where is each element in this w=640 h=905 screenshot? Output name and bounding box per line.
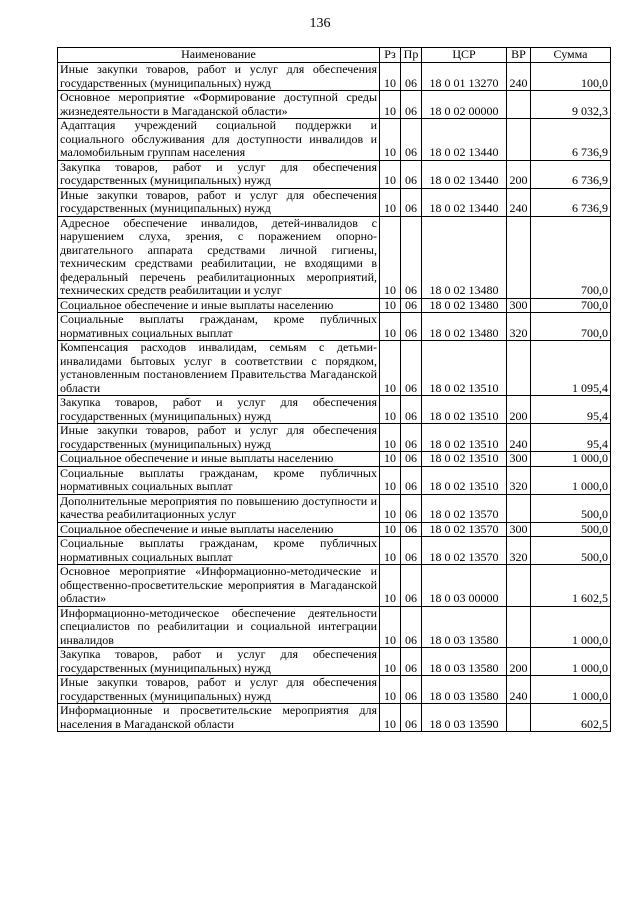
cell-pr: 06 [401, 452, 422, 467]
cell-pr: 06 [401, 119, 422, 161]
table-row [58, 606, 611, 648]
table-row [58, 313, 611, 341]
cell-csr: 18 0 02 13480 [422, 298, 507, 313]
cell-sum: 6 736,9 [531, 188, 611, 216]
table-row [58, 676, 611, 704]
cell-sum: 700,0 [531, 216, 611, 298]
cell-csr: 18 0 02 13480 [422, 313, 507, 341]
cell-rz: 10 [380, 676, 401, 704]
cell-sum: 6 736,9 [531, 119, 611, 161]
cell-sum: 602,5 [531, 704, 611, 732]
table-row [58, 298, 611, 313]
cell-rz: 10 [380, 494, 401, 522]
cell-sum: 1 000,0 [531, 452, 611, 467]
page-number: 136 [309, 16, 331, 31]
cell-name: Информационно-методическое обеспечение деятельности специалистов по реабилитации и социальной интеграции инвалидов [58, 606, 380, 648]
header-vr: ВР [507, 48, 531, 63]
cell-name: Социальные выплаты гражданам, кроме публичных нормативных социальных выплат [58, 313, 380, 341]
cell-pr: 06 [401, 466, 422, 494]
cell-vr: 300 [507, 452, 531, 467]
cell-rz: 10 [380, 424, 401, 452]
table-row [58, 565, 611, 607]
cell-rz: 10 [380, 63, 401, 91]
header-rz: Рз [380, 48, 401, 63]
cell-sum: 500,0 [531, 494, 611, 522]
table-row [58, 494, 611, 522]
cell-csr: 18 0 03 13580 [422, 606, 507, 648]
table-row [58, 119, 611, 161]
cell-pr: 06 [401, 298, 422, 313]
header-name: Наименование [58, 48, 380, 63]
cell-pr: 06 [401, 704, 422, 732]
cell-csr: 18 0 02 13440 [422, 119, 507, 161]
cell-sum: 1 000,0 [531, 648, 611, 676]
cell-sum: 700,0 [531, 313, 611, 341]
cell-csr: 18 0 02 13510 [422, 341, 507, 396]
header-pr: Пр [401, 48, 422, 63]
cell-csr: 18 0 03 13590 [422, 704, 507, 732]
cell-vr: 200 [507, 396, 531, 424]
cell-name: Социальные выплаты гражданам, кроме публичных нормативных социальных выплат [58, 466, 380, 494]
cell-vr [507, 494, 531, 522]
cell-name: Закупка товаров, работ и услуг для обеспечения государственных (муниципальных) нужд [58, 396, 380, 424]
cell-csr: 18 0 02 00000 [422, 91, 507, 119]
header-csr: ЦСР [422, 48, 507, 63]
cell-vr: 200 [507, 648, 531, 676]
table-row [58, 216, 611, 298]
table-row [58, 341, 611, 396]
cell-rz: 10 [380, 537, 401, 565]
cell-csr: 18 0 02 13510 [422, 466, 507, 494]
cell-vr [507, 606, 531, 648]
cell-pr: 06 [401, 63, 422, 91]
cell-vr [507, 341, 531, 396]
cell-rz: 10 [380, 341, 401, 396]
cell-vr [507, 119, 531, 161]
table-row [58, 648, 611, 676]
table-row [58, 522, 611, 537]
cell-rz: 10 [380, 452, 401, 467]
cell-pr: 06 [401, 160, 422, 188]
cell-sum: 500,0 [531, 522, 611, 537]
cell-csr: 18 0 02 13510 [422, 452, 507, 467]
header-sum: Сумма [531, 48, 611, 63]
cell-name: Иные закупки товаров, работ и услуг для обеспечения государственных (муниципальных) нужд [58, 424, 380, 452]
cell-pr: 06 [401, 565, 422, 607]
cell-name: Иные закупки товаров, работ и услуг для обеспечения государственных (муниципальных) нужд [58, 188, 380, 216]
cell-pr: 06 [401, 188, 422, 216]
cell-pr: 06 [401, 537, 422, 565]
cell-sum: 6 736,9 [531, 160, 611, 188]
cell-pr: 06 [401, 522, 422, 537]
cell-pr: 06 [401, 341, 422, 396]
table-row [58, 160, 611, 188]
cell-name: Иные закупки товаров, работ и услуг для обеспечения государственных (муниципальных) нужд [58, 676, 380, 704]
cell-pr: 06 [401, 606, 422, 648]
cell-rz: 10 [380, 522, 401, 537]
table-row [58, 452, 611, 467]
cell-vr [507, 91, 531, 119]
cell-rz: 10 [380, 91, 401, 119]
cell-pr: 06 [401, 676, 422, 704]
cell-csr: 18 0 03 13580 [422, 676, 507, 704]
cell-vr: 240 [507, 676, 531, 704]
cell-name: Адаптация учреждений социальной поддержки и социального обслуживания для доступности инвалидов и маломобильным группам населения [58, 119, 380, 161]
cell-csr: 18 0 02 13440 [422, 188, 507, 216]
table-row [58, 424, 611, 452]
cell-csr: 18 0 02 13510 [422, 424, 507, 452]
cell-csr: 18 0 02 13570 [422, 494, 507, 522]
cell-sum: 1 000,0 [531, 466, 611, 494]
cell-vr: 200 [507, 160, 531, 188]
cell-sum: 100,0 [531, 63, 611, 91]
cell-sum: 9 032,3 [531, 91, 611, 119]
cell-vr [507, 565, 531, 607]
cell-name: Социальные выплаты гражданам, кроме публичных нормативных социальных выплат [58, 537, 380, 565]
cell-vr [507, 704, 531, 732]
cell-name: Компенсация расходов инвалидам, семьям с детьми-инвалидами бытовых услуг в соответствии с порядком, установленным постановлением Правительства Магаданской области [58, 341, 380, 396]
cell-csr: 18 0 03 13580 [422, 648, 507, 676]
table-row [58, 466, 611, 494]
cell-name: Адресное обеспечение инвалидов, детей-инвалидов с нарушением слуха, зрения, с поражением опорно-двигательного аппарата средствами личной гигиены, техническим средствами реабилитации, не входящими в федеральный перечень реабилитационных мероприятий, технических средств реабилитации и услуг [58, 216, 380, 298]
budget-table [57, 47, 611, 732]
cell-name: Социальное обеспечение и иные выплаты населению [58, 452, 380, 467]
cell-vr: 320 [507, 466, 531, 494]
cell-name: Дополнительные мероприятия по повышению доступности и качества реабилитационных услуг [58, 494, 380, 522]
cell-name: Основное мероприятие «Формирование доступной среды жизнедеятельности в Магаданской области» [58, 91, 380, 119]
table-row [58, 396, 611, 424]
cell-rz: 10 [380, 298, 401, 313]
cell-vr: 300 [507, 298, 531, 313]
table-row [58, 188, 611, 216]
table-header-row [58, 48, 611, 63]
cell-pr: 06 [401, 313, 422, 341]
table-row [58, 63, 611, 91]
table-body [58, 63, 611, 732]
cell-rz: 10 [380, 565, 401, 607]
cell-name: Иные закупки товаров, работ и услуг для обеспечения государственных (муниципальных) нужд [58, 63, 380, 91]
cell-pr: 06 [401, 216, 422, 298]
cell-sum: 1 000,0 [531, 676, 611, 704]
cell-csr: 18 0 02 13510 [422, 396, 507, 424]
cell-name: Закупка товаров, работ и услуг для обеспечения государственных (муниципальных) нужд [58, 160, 380, 188]
cell-rz: 10 [380, 160, 401, 188]
cell-pr: 06 [401, 396, 422, 424]
cell-rz: 10 [380, 119, 401, 161]
cell-sum: 1 095,4 [531, 341, 611, 396]
cell-vr [507, 216, 531, 298]
table-row [58, 704, 611, 732]
cell-rz: 10 [380, 188, 401, 216]
table-row [58, 91, 611, 119]
cell-csr: 18 0 02 13570 [422, 522, 507, 537]
cell-vr: 240 [507, 63, 531, 91]
cell-csr: 18 0 02 13440 [422, 160, 507, 188]
cell-rz: 10 [380, 466, 401, 494]
cell-rz: 10 [380, 216, 401, 298]
cell-name: Основное мероприятие «Информационно-методические и общественно-просветительские мероприятия в Магаданской области» [58, 565, 380, 607]
cell-sum: 700,0 [531, 298, 611, 313]
cell-vr: 320 [507, 537, 531, 565]
cell-sum: 500,0 [531, 537, 611, 565]
table-row [58, 537, 611, 565]
cell-rz: 10 [380, 704, 401, 732]
cell-sum: 95,4 [531, 396, 611, 424]
cell-pr: 06 [401, 91, 422, 119]
cell-vr: 300 [507, 522, 531, 537]
cell-name: Социальное обеспечение и иные выплаты населению [58, 522, 380, 537]
cell-sum: 1 602,5 [531, 565, 611, 607]
cell-rz: 10 [380, 396, 401, 424]
cell-csr: 18 0 02 13480 [422, 216, 507, 298]
cell-csr: 18 0 02 13570 [422, 537, 507, 565]
cell-pr: 06 [401, 424, 422, 452]
cell-csr: 18 0 01 13270 [422, 63, 507, 91]
cell-name: Информационные и просветительские мероприятия для населения в Магаданской области [58, 704, 380, 732]
cell-rz: 10 [380, 648, 401, 676]
cell-name: Социальное обеспечение и иные выплаты населению [58, 298, 380, 313]
cell-vr: 320 [507, 313, 531, 341]
cell-vr: 240 [507, 424, 531, 452]
cell-name: Закупка товаров, работ и услуг для обеспечения государственных (муниципальных) нужд [58, 648, 380, 676]
cell-csr: 18 0 03 00000 [422, 565, 507, 607]
cell-rz: 10 [380, 606, 401, 648]
cell-sum: 1 000,0 [531, 606, 611, 648]
cell-pr: 06 [401, 648, 422, 676]
cell-rz: 10 [380, 313, 401, 341]
cell-pr: 06 [401, 494, 422, 522]
cell-vr: 240 [507, 188, 531, 216]
cell-sum: 95,4 [531, 424, 611, 452]
